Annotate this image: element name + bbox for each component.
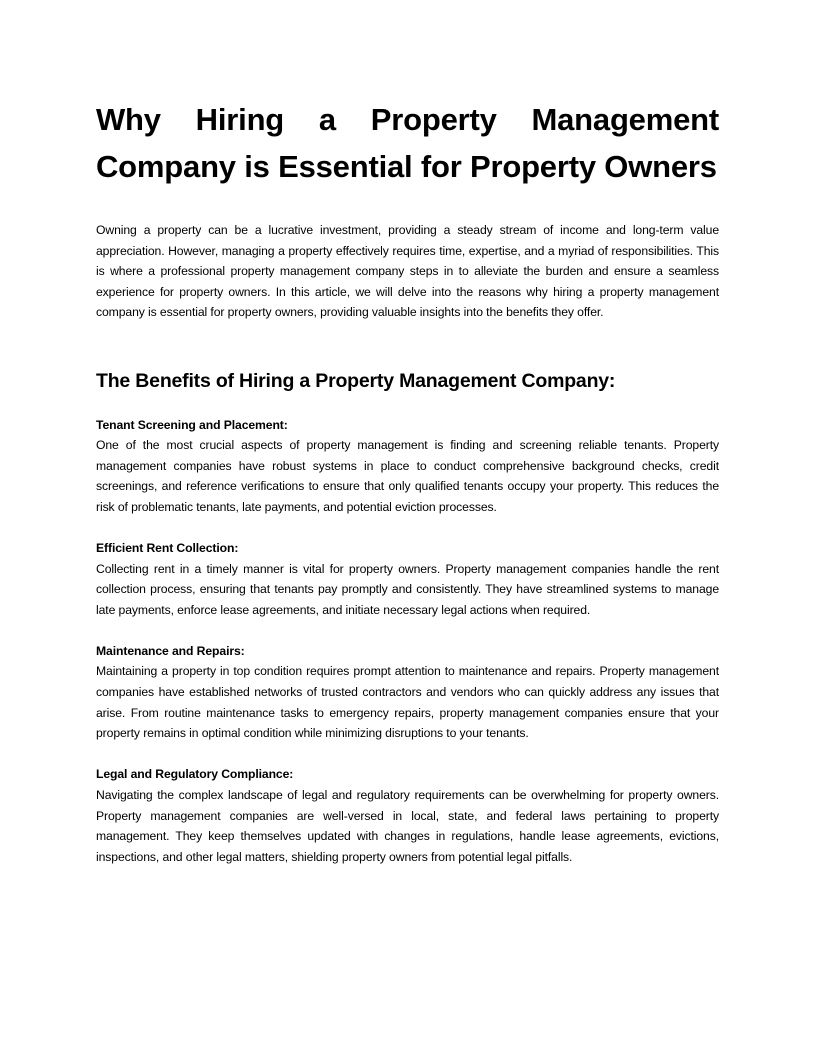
- section-heading: Efficient Rent Collection:: [96, 540, 239, 555]
- section-heading: Legal and Regulatory Compliance:: [96, 767, 294, 782]
- section-body: One of the most crucial aspects of property management is finding and screening reliable tenants. Property management companies have robust systems in place to conduct comprehensive background checks, credit screenings, and reference verifications to ensure that only qualified tenants occupy your property. This reduces the risk of problematic tenants, late payments, and potential eviction processes.: [96, 438, 719, 514]
- section-maintenance-repairs: [96, 641, 719, 744]
- section-body: Navigating the complex landscape of legal and regulatory requirements can be overwhelming for property owners. Property management companies are well-versed in local, state, and federal laws pertaining to property management. They keep themselves updated with changes in regulations, handle lease agreements, evictions, inspections, and other legal matters, shielding property owners from potential legal pitfalls.: [96, 787, 719, 864]
- document-page: [96, 96, 719, 867]
- section-body: Collecting rent in a timely manner is vital for property owners. Property management companies handle the rent collection process, ensuring that tenants pay promptly and consistently. They have streamlined systems to manage late payments, enforce lease agreements, and initiate necessary legal actions when required.: [96, 561, 719, 617]
- document-title: Why Hiring a Property Management Company is Essential for Property Owners: [96, 102, 719, 184]
- section-tenant-screening: [96, 415, 719, 518]
- intro-paragraph: Owning a property can be a lucrative investment, providing a steady stream of income and long-term value appreciation. However, managing a property effectively requires time, expertise, and a myriad of responsibilities. This is where a professional property management company steps in to alleviate the burden and ensure a seamless experience for property owners. In this article, we will delve into the reasons why hiring a property management company is essential for property owners, providing valuable insights into the benefits they offer.: [96, 223, 719, 319]
- benefits-heading: The Benefits of Hiring a Property Management Company:: [96, 369, 616, 392]
- section-heading: Maintenance and Repairs:: [96, 643, 245, 658]
- section-body: Maintaining a property in top condition requires prompt attention to maintenance and repairs. Property management companies have established networks of trusted contractors and vendors who can quickly address any issues that arise. From routine maintenance tasks to emergency repairs, property management companies ensure that your property remains in optimal condition while minimizing disruptions to your tenants.: [96, 664, 719, 741]
- section-heading: Tenant Screening and Placement:: [96, 417, 288, 432]
- section-rent-collection: [96, 538, 719, 620]
- section-legal-compliance: [96, 764, 719, 867]
